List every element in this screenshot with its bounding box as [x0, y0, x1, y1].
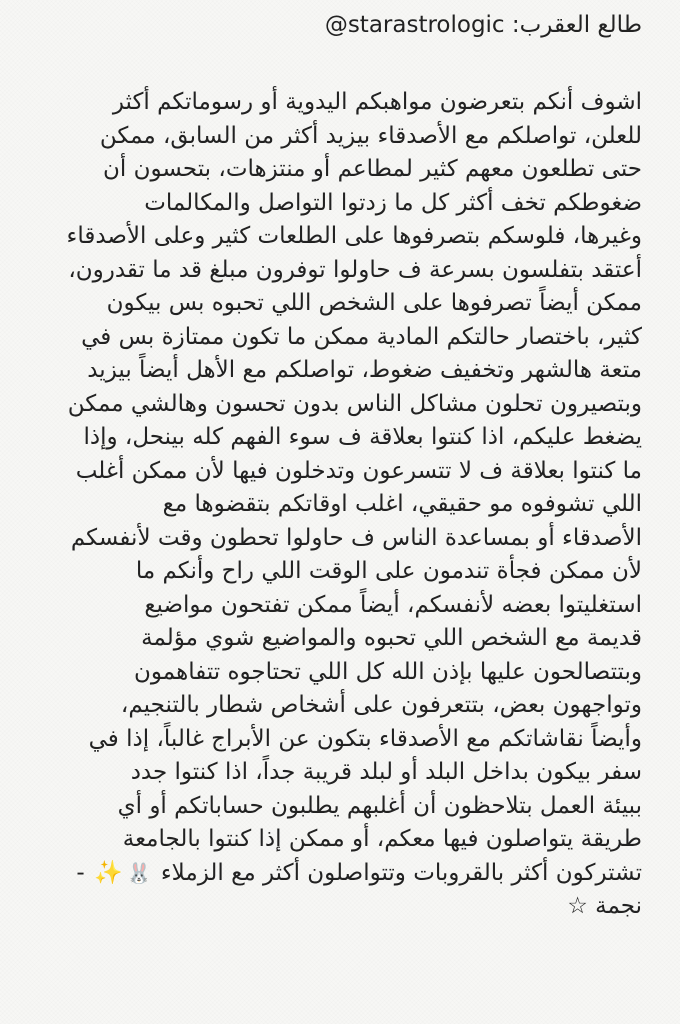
note-line: وتواجهون بعض، بتتعرفون على أشخاص شطار بالتنجيم،: [120, 692, 642, 718]
note-line: ضغوطكم تخف أكثر كل ما زدتوا التواصل والمكالمات: [144, 189, 642, 216]
note-line: كثير، باختصار حالتكم المادية ممكن ما تكون ممتازة بس في: [81, 323, 642, 350]
note-line: وغيرها، فلوسكم بتصرفوها على الطلعات كثير وعلى الأصدقاء: [66, 223, 642, 249]
note-line: حتى تطلعون معهم كثير لمطاعم أو منتزهات، بتحسون أن: [103, 156, 642, 182]
note-line: يضغط عليكم، اذا كنتوا بعلاقة ف سوء الفهم كله بينحل، وإذا: [83, 424, 642, 450]
note-line: وبتتصالحون عليها بإذن الله كل اللي تحتاجوه تتفاهمون: [134, 658, 642, 685]
note-line: اشوف أنكم بتعرضون مواهبكم اليدوية أو رسوماتكم أكثر: [112, 89, 642, 115]
note-line: لأن ممكن فجأة تندمون على الوقت اللي راح وأنكم ما: [135, 558, 642, 584]
note-line: متعة هالشهر وتخفيف ضغوط، تواصلكم مع الأهل أيضاً بيزيد: [87, 357, 642, 383]
note-line: أعتقد بتفلسون بسرعة ف حاولوا توفرون مبلغ قد ما تقدرون،: [68, 256, 642, 283]
note-line: الأصدقاء أو بمساعدة الناس ف حاولوا تحطون وقت لأنفسكم: [70, 524, 642, 551]
note-line: طريقة يتواصلون فيها معكم، أو ممكن إذا كنتوا بالجامعة: [122, 826, 642, 852]
note-line: للعلن، تواصلكم مع الأصدقاء بيزيد أكثر من السابق، ممكن: [99, 122, 642, 149]
note-last-line: [30, 857, 642, 891]
note-signature: نجمة ☆: [567, 893, 642, 919]
sparkles-icon: ✨: [94, 859, 123, 886]
note-line: ممكن أيضاً تصرفوها على الشخص اللي تحبوه بس بيكون: [106, 290, 642, 316]
note-line: وبتصيرون تحلون مشاكل الناس بدون تحسون وهالشي ممكن: [67, 390, 642, 417]
note-line: قديمة مع الشخص اللي تحبوه والمواضيع شوي مؤلمة: [141, 625, 642, 651]
note-line: اللي تشوفوه مو حقيقي، اغلب اوقاتكم بتقضوها مع: [162, 491, 642, 517]
note-line: استغليتوا بعضه لأنفسكم، أيضاً ممكن تفتحون مواضيع: [144, 591, 642, 618]
note-body: [30, 86, 642, 924]
note-line: وأيضاً نقاشاتكم مع الأصدقاء بتكون عن الأبراج غالباً، إذا في: [88, 725, 642, 752]
note-line: ببيئة العمل بتلاحظون أن أغلبهم يطلبون حساباتكم أو أي: [117, 792, 642, 819]
note-line-suffix: -: [76, 859, 85, 886]
note-line: سفر بيكون بداخل البلد أو لبلد قريبة جداً، اذا كنتوا جدد: [130, 759, 642, 785]
note-line-text: تشتركون أكثر بالقروبات وتتواصلون أكثر مع الزملاء: [160, 859, 642, 886]
note-header: طالع العقرب: starastrologic@: [324, 12, 642, 38]
note-line: ما كنتوا بعلاقة ف لا تتسرعون وتدخلون فيها لأن ممكن أغلب: [75, 457, 642, 484]
bunny-icon: 🐰: [126, 860, 152, 885]
